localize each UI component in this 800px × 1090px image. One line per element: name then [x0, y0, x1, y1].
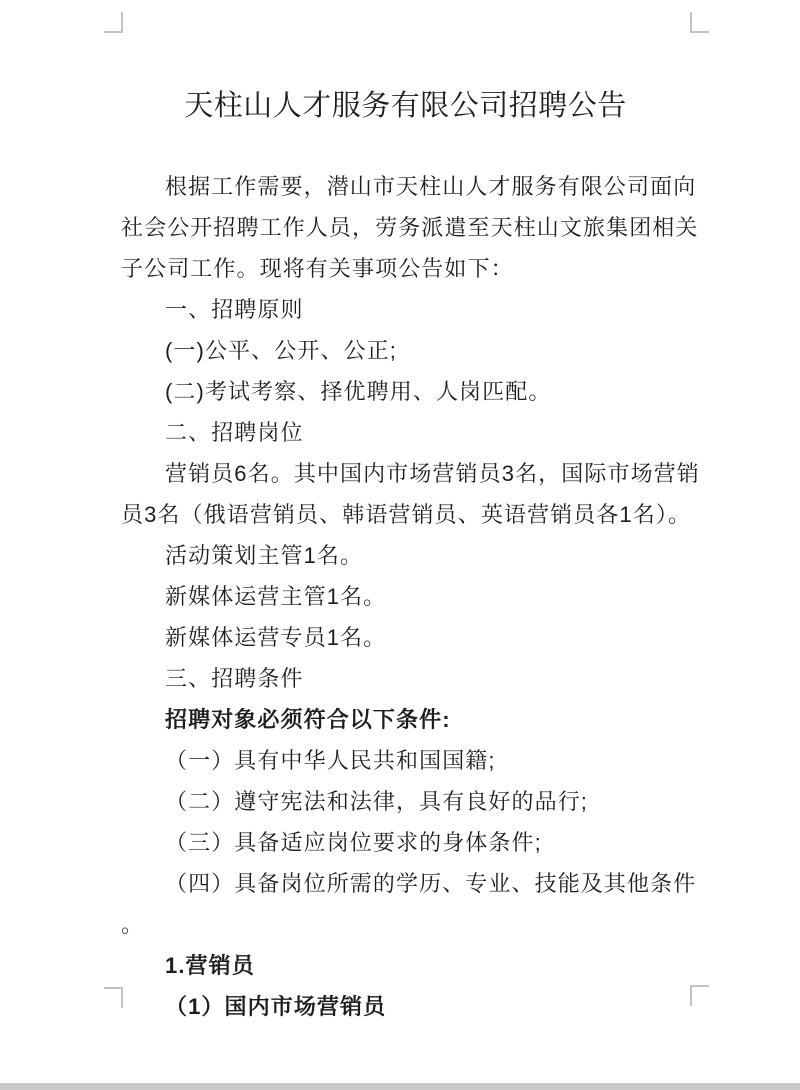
text-line: (一)公平、公开、公正;: [165, 338, 397, 363]
text-line: 一、招聘原则: [165, 297, 304, 322]
text-line: （一）具有中华人民共和国国籍;: [165, 748, 496, 773]
text-line: （三）具备适应岗位要求的身体条件;: [165, 830, 542, 855]
text-line: 子公司工作。现将有关事项公告如下：: [121, 256, 514, 281]
text-line: 活动策划主管1名。: [165, 543, 364, 568]
text-line: 二、招聘岗位: [165, 420, 304, 445]
text-line: （1）国内市场营销员: [165, 994, 387, 1019]
text-line: （四）具备岗位所需的学历、专业、技能及其他条件: [165, 871, 697, 896]
text-line: （二）遵守宪法和法律，具有良好的品行;: [165, 789, 589, 814]
bottom-bar: [0, 1083, 800, 1090]
document-lines: [121, 166, 700, 1027]
text-line: 招聘对象必须符合以下条件:: [165, 707, 451, 732]
text-line: (二)考试考察、择优聘用、人岗匹配。: [165, 379, 552, 404]
text-line: 新媒体运营专员1名。: [165, 625, 387, 650]
text-line: 三、招聘条件: [165, 666, 304, 691]
text-line: 新媒体运营主管1名。: [165, 584, 387, 609]
text-boundary-mark-top-left: [104, 12, 123, 33]
text-line: 。: [121, 912, 145, 937]
text-line: 员3名（俄语营销员、韩语营销员、英语营销员各1名）。: [121, 502, 692, 527]
document-title: 天柱山人才服务有限公司招聘公告: [184, 90, 627, 122]
text-line: 根据工作需要，潜山市天柱山人才服务有限公司面向: [165, 174, 697, 199]
text-boundary-mark-top-right: [690, 12, 709, 33]
text-line: 1.营销员: [165, 953, 255, 978]
text-line: 社会公开招聘工作人员，劳务派遣至天柱山文旅集团相关: [121, 215, 699, 240]
text-boundary-mark-bottom-right: [690, 985, 709, 1006]
text-line: 营销员6名。其中国内市场营销员3名，国际市场营销: [165, 461, 700, 486]
document-page: [121, 84, 700, 1027]
